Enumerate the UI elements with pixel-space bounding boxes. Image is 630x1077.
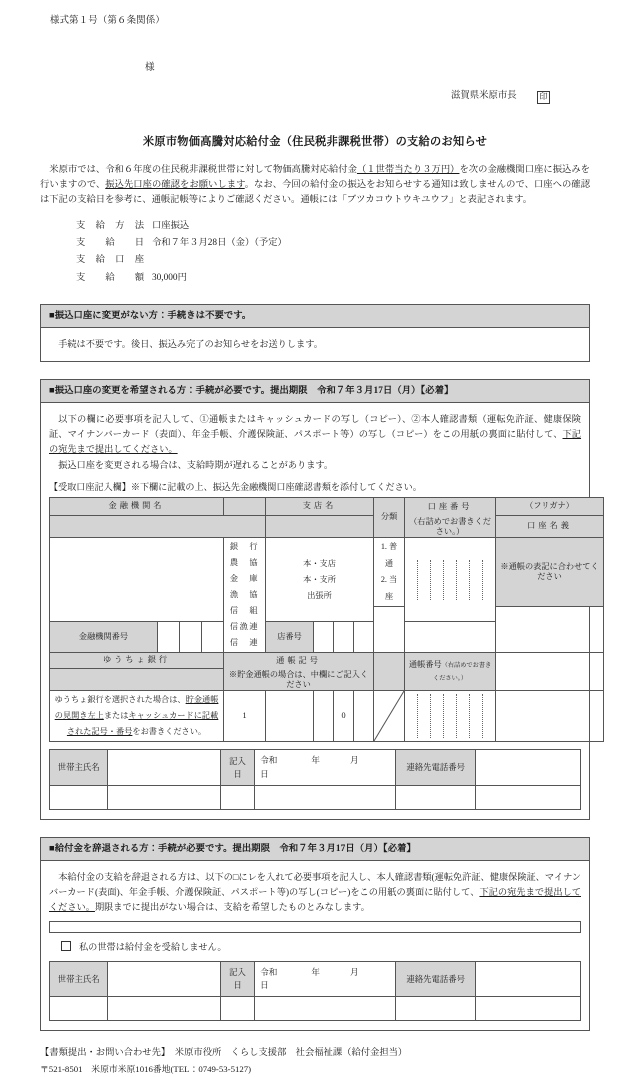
yucho-holder-input[interactable] [496, 691, 604, 742]
bank-name-input[interactable] [50, 538, 224, 622]
applicant-strip-row [50, 961, 581, 997]
passbook-symbol-hint: ※貯金通帳の場合は、中欄にご記入ください [224, 669, 374, 691]
col-account-number: 口座番号 [405, 498, 496, 516]
yucho-note-l2-mid: または [103, 711, 129, 721]
applicant-strip-row [50, 750, 581, 786]
yucho-note-l3-tail: をお書きください。 [132, 727, 207, 737]
section-change-text-emphasis: 下記の宛先まで提出してください。 [49, 428, 582, 454]
account-kind-1: 1. 普 通 [380, 542, 406, 568]
blank-cell-d6[interactable] [476, 997, 581, 1021]
contact-phone-input-decline[interactable] [476, 961, 581, 997]
bank-name-sub [50, 516, 266, 538]
section-decline-heading: ■給付金を辞退される方：手続が必要です。提出期限 令和７年３月17日（月）【必着】 [41, 838, 589, 861]
yucho-instruction [50, 691, 224, 742]
yucho-note-l2-emph1: の見開き左上 [54, 711, 104, 721]
branch-kind-3: 出張所 [307, 590, 332, 600]
footer-line-1: 【書類提出・お問い合わせ先】 米原市役所 くらし支援部 社会福祉課（給付金担当） [40, 1048, 408, 1059]
passbook-symbol-prefix: 1 [224, 691, 266, 742]
day-unit: 日 [260, 768, 269, 779]
payment-amount-label: 支給額 [76, 272, 144, 283]
contact-phone-input[interactable] [476, 750, 581, 786]
passbook-number-input[interactable] [405, 691, 496, 742]
month-unit-decline: 月 [349, 966, 359, 977]
payment-date-label: 支給日 [76, 238, 144, 249]
col-branch-name: 支店名 [266, 498, 374, 516]
seal-icon: 印 [537, 91, 550, 104]
account-kind-blank[interactable] [374, 607, 405, 653]
section-decline-body [41, 861, 589, 1030]
bank-table-subheader-row [50, 516, 604, 538]
passbook-symbol-d3: 0 [334, 691, 354, 742]
section-decline-text [49, 870, 581, 914]
yucho-holder-blank[interactable] [496, 653, 604, 691]
branch-code-label: 店番号 [266, 622, 314, 653]
blank-cell-1[interactable] [50, 786, 108, 810]
lead-part2: を次の金融機関口座に振込みを行いますので、 [40, 164, 590, 190]
payment-details-list [76, 218, 590, 287]
col-account-holder: 口座名義 [496, 516, 604, 538]
yucho-note-l1: ゆうちょ銀行を選択された場合は、 [54, 695, 186, 705]
col-furigana: （フリガナ） [496, 498, 604, 516]
decline-checkbox-row[interactable] [49, 940, 581, 954]
col-bank-name: 金融機関名 [50, 498, 224, 516]
bank-code-label: 金融機関番号 [50, 622, 158, 653]
footer-contact [40, 1045, 590, 1077]
lead-part1: 米原市では、令和６年度の住民税非課税世帯に対して物価高騰対応給付金 [49, 164, 357, 175]
yucho-category-blank [374, 653, 405, 691]
applicant-strip-change[interactable] [49, 749, 581, 810]
passbook-number-label: 通帳番号（右詰めでお書きください。） [405, 653, 496, 691]
month-unit: 月 [349, 755, 359, 766]
blank-cell-d1[interactable] [50, 997, 108, 1021]
applicant-strip-blank-row [50, 997, 581, 1021]
section-no-change-heading: ■振込口座に変更がない方：手続きは不要です。 [41, 305, 589, 328]
day-unit-decline: 日 [260, 980, 269, 991]
footer-line-2: 〒521-8501 米原市米原1016番地(TEL：0749-53-5127) [40, 1063, 252, 1074]
section-change-text [49, 412, 581, 456]
yucho-category-slash [374, 691, 405, 742]
checkbox-icon[interactable] [61, 941, 71, 951]
payment-detail-row [76, 218, 590, 235]
passbook-symbol-d1[interactable] [266, 691, 314, 742]
section-no-change [40, 304, 590, 362]
yucho-label: ゆうちょ銀行 [50, 653, 224, 669]
bank-code-digit-1[interactable] [158, 622, 180, 653]
payment-method-value: 口座振込 [152, 220, 190, 231]
section-change-heading: ■振込口座の変更を希望される方：手続が必要です。提出期限 令和７年３月17日（月）【必着】 [41, 380, 589, 403]
section-decline [40, 837, 590, 1031]
year-unit: 年 [311, 755, 320, 766]
section-no-change-body [41, 328, 589, 361]
section-no-change-text: 手続は不要です。後日、振込み完了のお知らせをお送りします。 [58, 339, 323, 350]
yucho-note-l3-emph: された記号・番号 [66, 727, 133, 737]
col-category: 分類 [374, 498, 405, 538]
passbook-symbol-d4[interactable] [354, 691, 374, 742]
payment-date-value: 令和７年３月28日（金）（予定） [152, 238, 287, 249]
blank-cell-d5[interactable] [395, 997, 475, 1021]
section-change-account [40, 379, 599, 820]
section-decline-part2: 期限までに提出がない場合は、支給を希望したものとみなします。 [94, 901, 370, 912]
bank-type-header [224, 498, 266, 516]
yucho-label-sub [50, 669, 224, 691]
payment-detail-row [76, 235, 590, 252]
branch-name-sub [266, 516, 374, 538]
issuer-line [40, 89, 590, 104]
household-head-input[interactable] [108, 750, 221, 786]
branch-name-input[interactable] [266, 538, 374, 622]
branch-kind-2: 本・支所 [303, 574, 336, 584]
yucho-note-l1-emph: 貯金通帳 [185, 695, 219, 705]
payment-amount-value: 30,000円 [152, 272, 187, 283]
section-change-text-part2: 振込口座を変更される場合は、支給時期が遅れることがあります。 [58, 460, 334, 471]
contact-phone-label: 連絡先電話番号 [395, 750, 475, 786]
payment-method-label: 支給方法 [76, 220, 144, 231]
lead-emphasis-amount: （１世帯当たり３万円） [356, 164, 460, 175]
household-head-input-decline[interactable] [108, 961, 221, 997]
entry-date-input-decline[interactable] [255, 961, 396, 997]
yucho-note-l2-emph2: キャッシュカードに記載 [128, 711, 219, 721]
contact-phone-label-decline: 連絡先電話番号 [395, 961, 475, 997]
blank-cell-d2[interactable] [108, 997, 221, 1021]
addressee-line [145, 61, 590, 76]
section-change-body [41, 403, 599, 819]
payment-account-label: 支給口座 [76, 255, 144, 266]
decline-checkbox-label: 私の世帯は給付金を受給しません。 [79, 941, 227, 952]
household-head-label: 世帯主氏名 [50, 750, 108, 786]
blank-cell-5[interactable] [395, 786, 475, 810]
lead-part3: 。なお、今回の給付金の振込をお知らせする通知は致しませんので、口座への確認は下記の支給日を参考に、通帳記帳等によりご確認ください。通帳には「ブツカコウトウキユウフ」と表記されます。 [40, 179, 590, 205]
bank-table-header-row [50, 498, 604, 516]
passbook-number-hint: （右詰めでお書きください。） [433, 662, 492, 682]
branch-code-digit-3[interactable] [354, 622, 374, 653]
entry-date-input[interactable] [255, 750, 396, 786]
lead-emphasis-confirm: 振込先口座の確認をお願いします [105, 179, 245, 190]
bank-account-table[interactable] [49, 497, 604, 742]
era-label: 令和 [260, 755, 278, 766]
addressee-suffix: 様 [145, 61, 155, 73]
section-decline-emphasis: 下記の宛先まで提出してください。 [49, 887, 582, 912]
branch-code-digit-1[interactable] [314, 622, 334, 653]
payment-detail-row [76, 252, 590, 269]
blank-cell-2[interactable] [108, 786, 221, 810]
account-number-input[interactable] [405, 538, 496, 622]
blank-cell-3[interactable] [220, 786, 254, 810]
blank-cell-6[interactable] [476, 786, 581, 810]
bank-type-4: 信 連 [229, 638, 260, 648]
branch-kind-1: 本・支店 [303, 558, 336, 568]
account-holder-input[interactable] [496, 607, 604, 653]
form-number: 様式第１号（第６条関係） [50, 16, 165, 26]
entry-date-label: 記入日 [220, 750, 254, 786]
applicant-strip-blank-row [50, 786, 581, 810]
page-title: 米原市物価高騰対応給付金（住民税非課税世帯）の支給のお知らせ [142, 136, 488, 149]
bank-type-2: 金 庫 漁 協 [229, 574, 269, 600]
bank-type-1: 銀 行 農 協 [229, 542, 269, 568]
issuer-name: 滋賀県米原市長 [451, 91, 517, 102]
blank-cell-4[interactable] [255, 786, 396, 810]
bank-code-digit-2[interactable] [180, 622, 202, 653]
receiving-account-note: 【受取口座記入欄】※下欄に記載の上、振込先金融機関口座確認書類を添付してください。 [49, 482, 422, 493]
account-holder-hint: ※通帳の表記に合わせてください [496, 538, 604, 607]
bank-type-3: 信 組 信漁連 [229, 606, 269, 632]
branch-code-digit-2[interactable] [334, 622, 354, 653]
household-head-label-decline: 世帯主氏名 [50, 961, 108, 997]
section-decline-part1: 本給付金の支給を辞退される方は、以下の□にレを入れて必要事項を記入し、本人確認書類(運転免許証、健康保険証、マイナンバーカード(表面)、年金手帳、介護保険証、パスポート等)の写し(コピー)をこの用紙の裏面に貼付して、 [49, 872, 581, 898]
era-label-decline: 令和 [260, 966, 278, 977]
lead-paragraph [40, 163, 590, 208]
bank-type-options[interactable] [224, 538, 269, 653]
year-unit-decline: 年 [311, 966, 320, 977]
section-change-text-part1: 以下の欄に必要事項を記入して、①通帳またはキャッシュカードの写し（コピー）、②本人確認書類（運転免許証、健康保険証、マイナンバーカード（表面）、年金手帳、介護保険証、パスポート等）の写し（コピー）をこの用紙の裏面に貼付して、 [49, 414, 581, 439]
blank-cell-d3[interactable] [220, 997, 254, 1021]
payment-detail-row [76, 270, 590, 287]
applicant-strip-decline[interactable] [49, 961, 581, 1022]
entry-date-label-decline: 記入日 [220, 961, 254, 997]
account-kind-options[interactable] [374, 538, 405, 607]
blank-cell-d4[interactable] [255, 997, 396, 1021]
decline-spacer-box [49, 921, 581, 933]
passbook-symbol-d2[interactable] [314, 691, 334, 742]
passbook-symbol-label: 通帳記号 [224, 653, 374, 669]
bank-code-digit-3[interactable] [202, 622, 224, 653]
yucho-header-row [50, 653, 604, 669]
yucho-note-row [50, 691, 604, 742]
account-number-hint: （右詰めでお書きください。） [405, 516, 496, 538]
account-kind-2: 2. 当 座 [380, 575, 406, 601]
